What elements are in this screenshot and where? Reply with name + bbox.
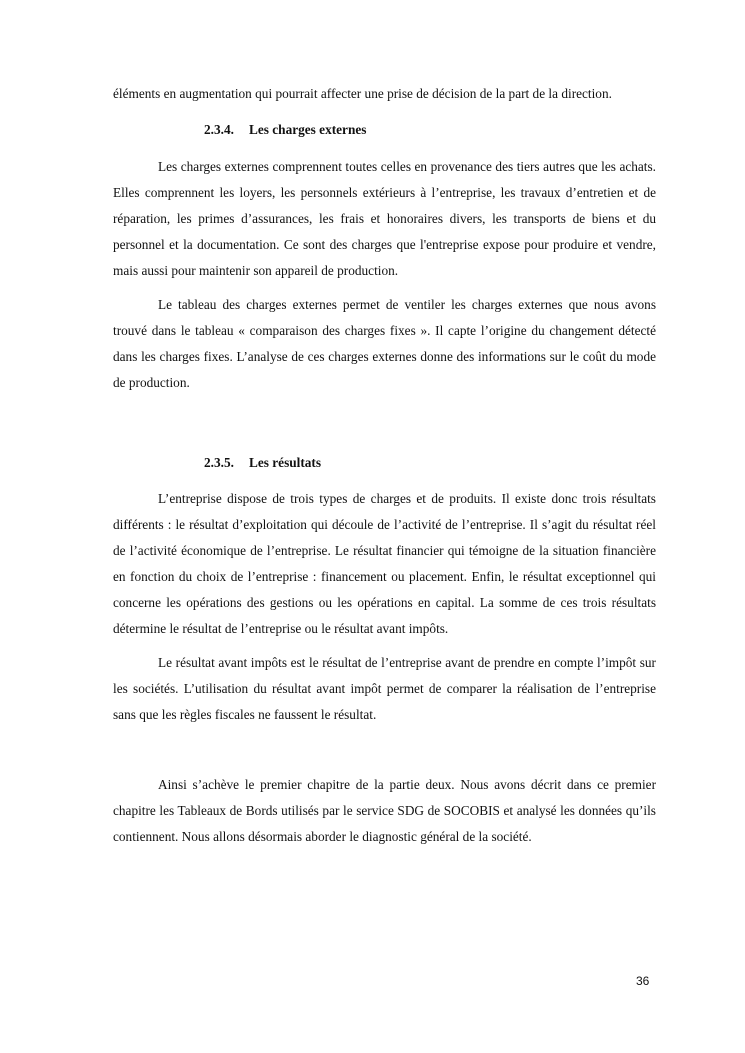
document-page — [113, 81, 656, 850]
paragraph-resultat-avant-impots: Le résultat avant impôts est le résultat de l’entreprise avant de prendre en compte l’impôt sur les sociétés. L’utilisation du résultat avant impôt permet de comparer la réalisation de l’entreprise sans que les règles fiscales ne faussent le résultat. — [113, 655, 656, 722]
paragraph-charges-externes-definition: Les charges externes comprennent toutes celles en provenance des tiers autres que les achats. Elles comprennent les loyers, les personnels extérieurs à l’entreprise, les travaux d’entretien et de réparation, les primes d’assurances, les frais et honoraires divers, les transports de biens et du personnel et la documentation. Ce sont des charges que l'entreprise expose pour produire et vendre, mais aussi pour maintenir son appareil de production. — [113, 159, 656, 278]
section-number: 2.3.4. — [204, 122, 234, 137]
paragraph-tableau-charges-externes: Le tableau des charges externes permet de ventiler les charges externes que nous avons trouvé dans le tableau « comparaison des charges fixes ». Il capte l’origine du changement détecté dans les charges fixes. L’analyse de ces charges externes donne des informations sur le coût du mode de production. — [113, 297, 656, 390]
section-heading-charges-externes — [113, 117, 656, 143]
section-title: Les résultats — [249, 455, 322, 470]
paragraph-continuation: éléments en augmentation qui pourrait affecter une prise de décision de la part de la direction. — [113, 86, 612, 101]
section-title: Les charges externes — [249, 122, 367, 137]
paragraph-conclusion-chapitre: Ainsi s’achève le premier chapitre de la partie deux. Nous avons décrit dans ce premier chapitre les Tableaux de Bords utilisés par le service SDG de SOCOBIS et analysé les données qu’ils contiennent. Nous allons désormais aborder le diagnostic général de la société. — [113, 777, 656, 844]
paragraph-types-resultats: L’entreprise dispose de trois types de charges et de produits. Il existe donc trois résultats différents : le résultat d’exploitation qui découle de l’activité de l’entreprise. Il s’agit du résultat réel de l’activité économique de l’entreprise. Le résultat financier qui témoigne de la situation financière en fonction du choix de l’entreprise : financement ou placement. Enfin, le résultat exceptionnel qui concerne les opérations des gestions ou les opérations en capital. La somme de ces trois résultats détermine le résultat de l’entreprise ou le résultat avant impôts. — [113, 491, 656, 636]
page-number: 36 — [636, 974, 650, 988]
section-heading-resultats — [113, 450, 656, 476]
section-number: 2.3.5. — [204, 455, 234, 470]
